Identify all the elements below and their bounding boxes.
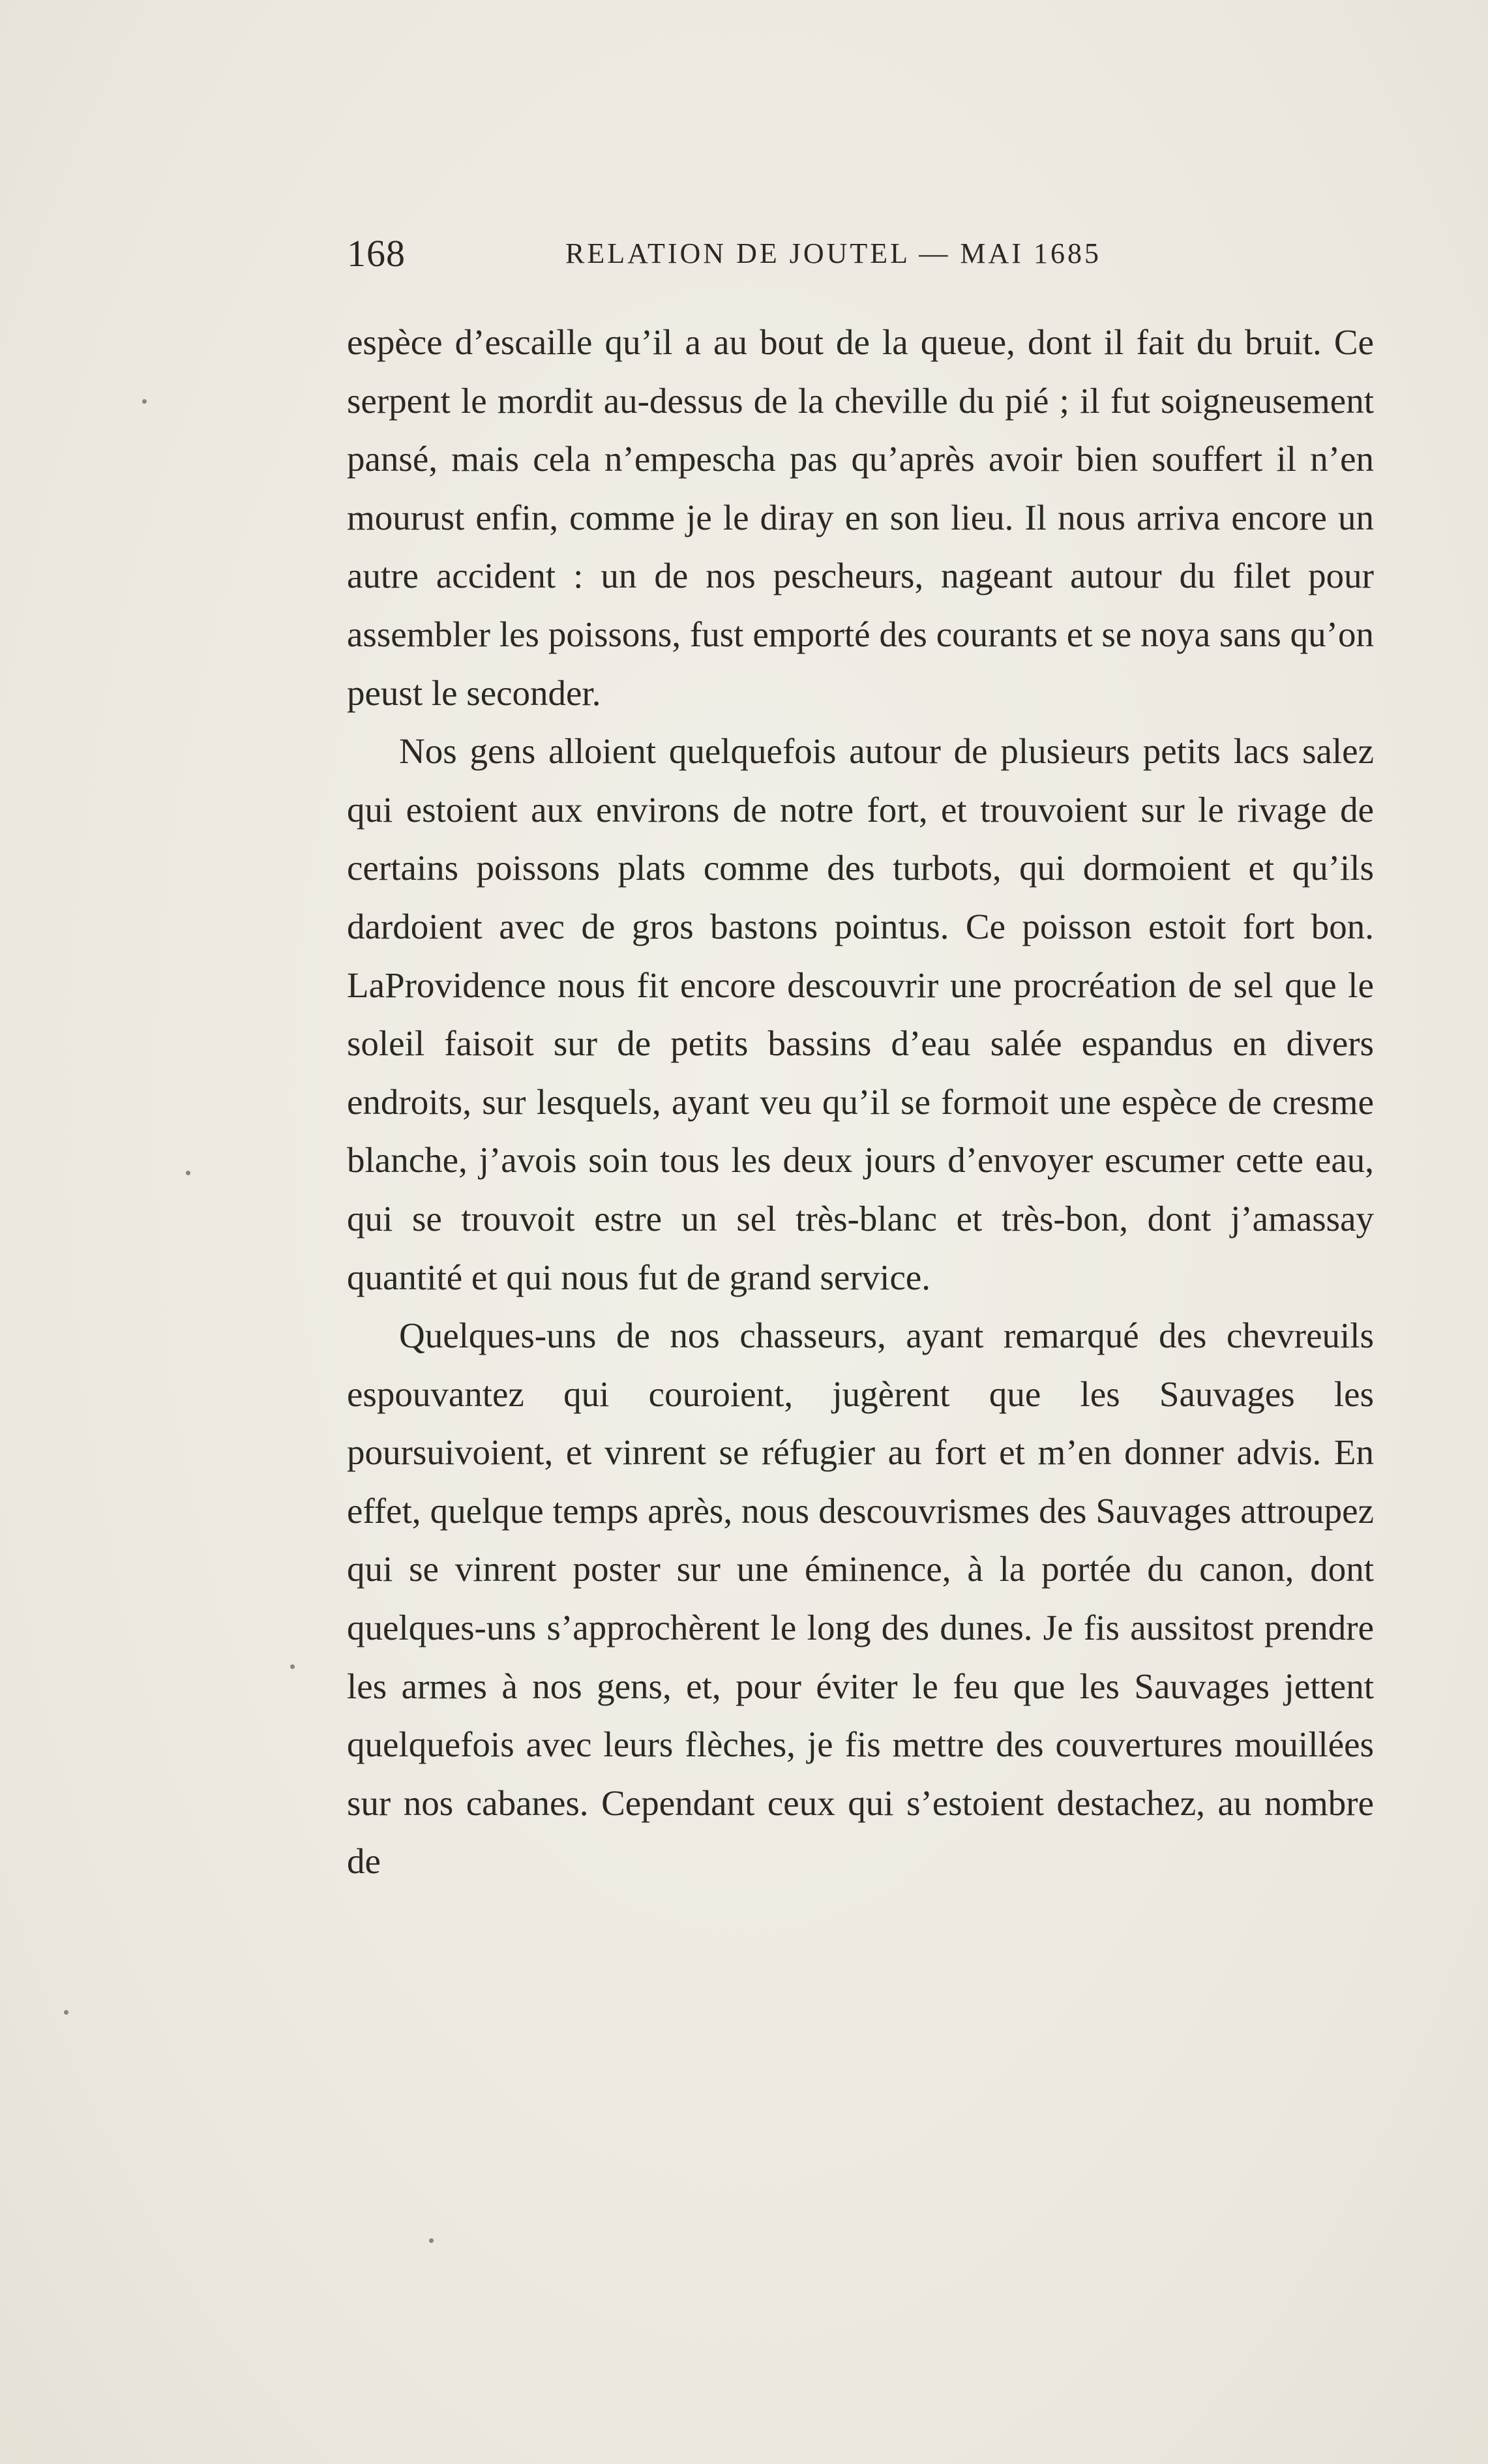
paragraph-2: Nos gens alloient quelquefois autour de plusieurs petits lacs salez qui estoient aux environs de notre fort, et trouvoient sur le rivage de certains poissons plats comme des turbots, qui dormoient et qu’ils dardoient avec de gros bastons pointus. Ce poisson estoit fort bon. LaProvidence nous fit encore descouvrir une procréation de sel que le soleil faisoit sur de petits bassins d’eau salée espandus en divers endroits, sur lesquels, ayant veu qu’il se formoit une espèce de cresme blanche, j’avois soin tous les deux jours d’envoyer escumer cette eau, qui se trouvoit estre un sel très-blanc et très-bon, dont j’amassay quantité et qui nous fut de grand service. xyxy=(347,731,1374,1297)
page-number: 168 xyxy=(347,232,406,275)
margin-speck xyxy=(290,1664,295,1669)
page-header xyxy=(347,232,1377,284)
body-text xyxy=(347,313,1374,1891)
margin-speck xyxy=(64,2010,68,2015)
margin-speck xyxy=(186,1171,190,1175)
paragraph-1: espèce d’escaille qu’il a au bout de la queue, dont il fait du bruit. Ce serpent le mordit au-dessus de la cheville du pié ; il fut soigneusement pansé, mais cela n’empescha pas qu’après avoir bien souffert il n’en mourust enfin, comme je le diray en son lieu. Il nous arriva encore un autre accident : un de nos pescheurs, nageant autour du filet pour assembler les poissons, fust emporté des courants et se noya sans qu’on peust le seconder. xyxy=(347,322,1374,713)
paragraph-3: Quelques-uns de nos chasseurs, ayant remarqué des chevreuils espouvantez qui couroient, jugèrent que les Sauvages les poursuivoient, et vinrent se réfugier au fort et m’en donner advis. En effet, quelque temps après, nous descouvrismes des Sauvages attroupez qui se vinrent poster sur une éminence, à la portée du canon, dont quelques-uns s’approchèrent le long des dunes. Je fis aussitost prendre les armes à nos gens, et, pour éviter le feu que les Sauvages jettent quelquefois avec leurs flèches, je fis mettre des couvertures mouillées sur nos cabanes. Cependant ceux qui s’estoient destachez, au nombre de xyxy=(347,1315,1374,1882)
running-title: RELATION DE JOUTEL — MAI 1685 xyxy=(565,237,1101,269)
margin-speck xyxy=(429,2238,434,2243)
margin-speck xyxy=(142,399,147,404)
